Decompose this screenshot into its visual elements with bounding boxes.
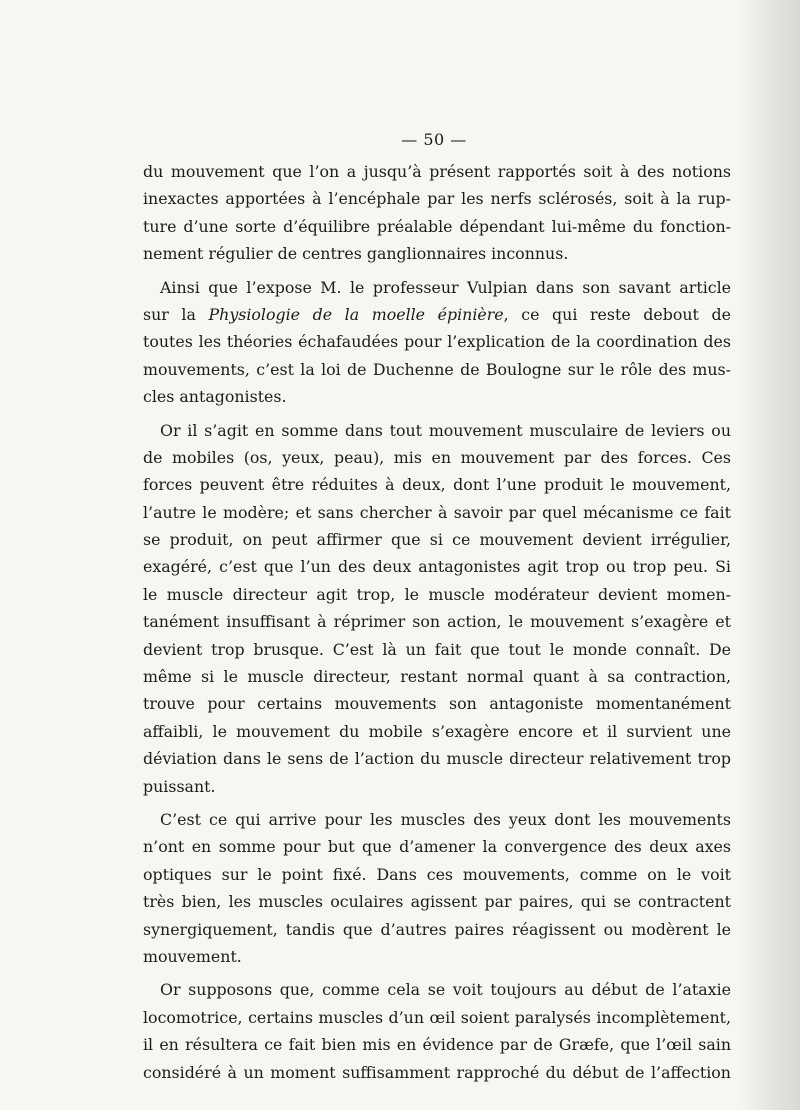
text-line: puissant. xyxy=(143,776,216,796)
text-line: mouvements, c’est la loi de Duchenne de Boulogne sur le rôle des mus- xyxy=(143,359,731,379)
paragraph-1 xyxy=(143,158,731,268)
text-line: optiques sur le point fixé. Dans ces mouvements, comme on le voit xyxy=(143,864,731,884)
text-line: n’ont en somme pour but que d’amener la convergence des deux axes xyxy=(143,837,731,857)
text-line: devient trop brusque. C’est là un fait que tout le monde connaît. De xyxy=(143,639,731,659)
text-segment: , ce qui reste debout de xyxy=(503,304,731,324)
paragraph-4 xyxy=(143,806,731,970)
text-line: C’est ce qui arrive pour les muscles des yeux dont les mouvements xyxy=(160,809,731,829)
text-line: l’autre le modère; et sans chercher à savoir par quel mécanisme ce fait xyxy=(143,502,731,522)
page-number: — 50 — xyxy=(401,130,467,149)
text-line: cles antagonistes. xyxy=(143,387,287,407)
text-line: de mobiles (os, yeux, peau), mis en mouvement par des forces. Ces xyxy=(143,447,731,467)
paragraph-3 xyxy=(143,417,731,800)
italic-title: Physiologie de la moelle épinière xyxy=(208,304,504,324)
text-line: Or supposons que, comme cela se voit toujours au début de l’ataxie xyxy=(160,980,731,1000)
text-line: considéré à un moment suffisamment rapproché du début de l’affection xyxy=(143,1062,731,1082)
text-line: trouve pour certains mouvements son antagoniste momentanément xyxy=(143,694,731,714)
text-line: nement régulier de centres ganglionnaires inconnus. xyxy=(143,244,569,264)
text-line: le muscle directeur agit trop, le muscle modérateur devient momen- xyxy=(143,584,731,604)
text-line: Ainsi que l’expose M. le professeur Vulpian dans son savant article xyxy=(160,277,731,297)
text-line: affaibli, le mouvement du mobile s’exagère encore et il survient une xyxy=(143,721,731,741)
text-line: synergiquement, tandis que d’autres paires réagissent ou modèrent le xyxy=(143,919,731,939)
text-line: déviation dans le sens de l’action du muscle directeur relativement trop xyxy=(143,749,731,769)
text-line: tanément insuffisant à réprimer son action, le mouvement s’exagère et xyxy=(143,612,731,632)
text-line: du mouvement que l’on a jusqu’à présent rapportés soit à des notions xyxy=(143,162,731,181)
text-line: se produit, on peut affirmer que si ce mouvement devient irrégulier, xyxy=(143,530,731,550)
text-line-with-title xyxy=(143,301,731,328)
text-line: Or il s’agit en somme dans tout mouvement musculaire de leviers ou xyxy=(160,420,731,440)
text-line: locomotrice, certains muscles d’un œil soient paralysés incomplètement, xyxy=(143,1007,731,1027)
paragraph-5 xyxy=(143,976,731,1086)
paragraph-2 xyxy=(143,274,731,411)
text-line: il en résultera ce fait bien mis en évidence par de Græfe, que l’œil sain xyxy=(143,1035,731,1055)
body-text xyxy=(143,158,731,1092)
text-line: très bien, les muscles oculaires agissent par paires, qui se contractent xyxy=(143,892,731,912)
text-line: mouvement. xyxy=(143,946,242,966)
text-line: inexactes apportées à l’encéphale par les nerfs sclérosés, soit à la rup- xyxy=(143,189,731,209)
text-line: forces peuvent être réduites à deux, dont l’une produit le mouvement, xyxy=(143,475,731,495)
text-line: toutes les théories échafaudées pour l’explication de la coordination des xyxy=(143,332,731,352)
scan-shadow-edge xyxy=(740,0,800,1110)
text-segment: sur la xyxy=(143,304,209,324)
text-line: exagéré, c’est que l’un des deux antagonistes agit trop ou trop peu. Si xyxy=(143,557,731,577)
text-line: même si le muscle directeur, restant normal quant à sa contraction, xyxy=(143,667,731,687)
text-line: ture d’une sorte d’équilibre préalable dépendant lui-même du fonction- xyxy=(143,216,731,236)
